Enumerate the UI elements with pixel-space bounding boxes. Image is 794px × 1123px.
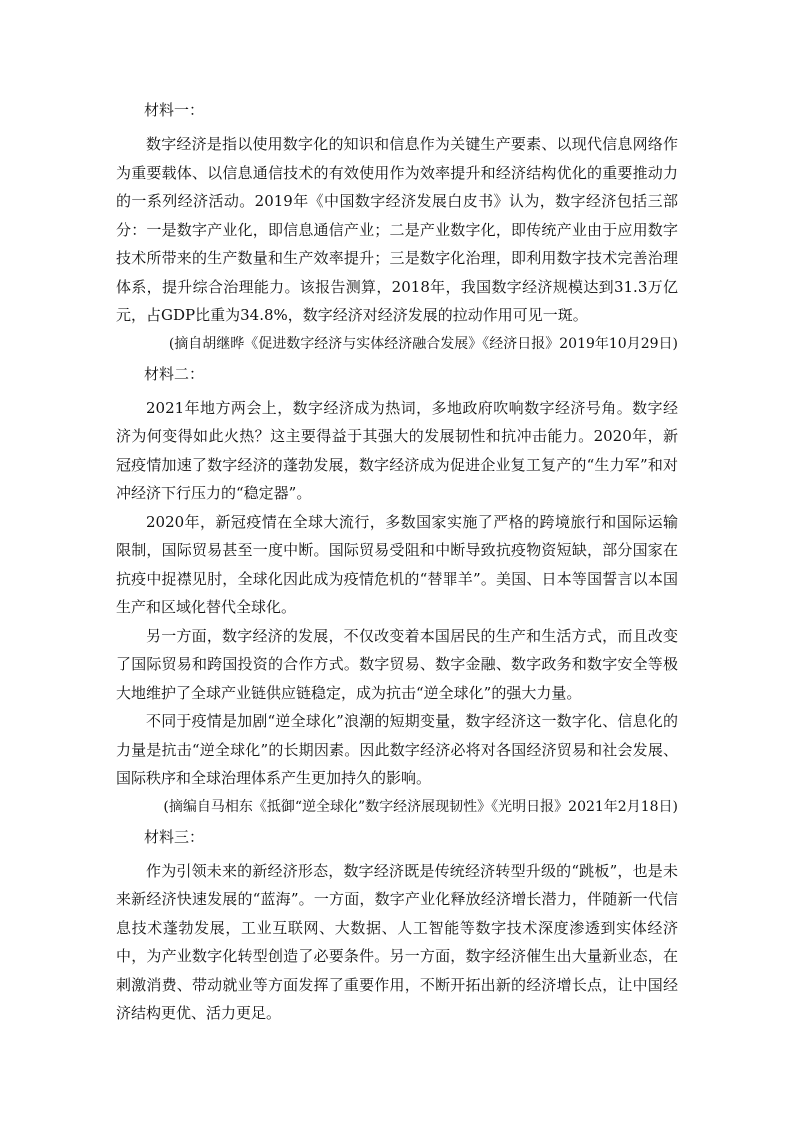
material-two-source: (摘编自马相东《抵御“逆全球化”数字经济展现韧性》《光明日报》2021年2月18日) [163,798,678,815]
material-two [116,360,678,821]
material-three-paragraph-1: 作为引领未来的新经济形态，数字经济既是传统经济转型升级的“跳板”，也是未来新经济快速发展的“蓝海”。一方面，数字产业化释放经济增长潜力，伴随新一代信息技术蓬勃发展，工业互联网、大数据、人工智能等数字技术深度渗透到实体经济中，为产业数字化转型创造了必要条件。另一方面，数字经济催生出大量新业态，在刺激消费、带动就业等方面发挥了重要作用，不断开拓出新的经济增长点，让中国经济结构更优、活力更足。 [116,861,678,1022]
material-two-paragraph-2: 2020年，新冠疫情在全球大流行，多数国家实施了严格的跨境旅行和国际运输限制，国际贸易甚至一度中断。国际贸易受阻和中断导致抗疫物资短缺，部分国家在抗疫中捉襟见肘，全球化因此成为疫情危机的“替罪羊”。美国、日本等国誓言以本国生产和区域化替代全球化。 [116,512,678,616]
material-two-paragraph-1: 2021年地方两会上，数字经济成为热词，多地政府吹响数字经济号角。数字经济为何变得如此火热？这主要得益于其强大的发展韧性和抗冲击能力。2020年，新冠疫情加速了数字经济的蓬勃发展，数字经济成为促进企业复工复产的“生力军”和对冲经济下行压力的“稳定器”。 [116,398,678,502]
material-one [116,96,678,358]
material-two-paragraph-3: 另一方面，数字经济的发展，不仅改变着本国居民的生产和生活方式，而且改变了国际贸易和跨国投资的合作方式。数字贸易、数字金融、数字政务和数字安全等极大地维护了全球产业链供应链稳定，成为抗击“逆全球化”的强大力量。 [116,626,678,702]
material-two-paragraph-4: 不同于疫情是加剧“逆全球化”浪潮的短期变量，数字经济这一数字化、信息化的力量是抗击“逆全球化”的长期因素。因此数字经济必将对各国经济贸易和社会发展、国际秩序和全球治理体系产生更加持久的影响。 [116,712,678,787]
material-one-paragraph-1: 数字经济是指以使用数字化的知识和信息作为关键生产要素、以现代信息网络作为重要载体、以信息通信技术的有效使用作为效率提升和经济结构优化的重要推动力的一系列经济活动。2019年《中国数字经济发展白皮书》认为，数字经济包括三部分：一是数字产业化，即信息通信产业；二是产业数字化，即传统产业由于应用数字技术所带来的生产数量和生产效率提升；三是数字化治理，即利用数字技术完善治理体系，提升综合治理能力。该报告测算，2018年，我国数字经济规模达到31.3万亿元，占GDP比重为34.8%，数字经济对经济发展的拉动作用可见一斑。 [116,135,678,324]
material-one-source: (摘自胡继晔《促进数字经济与实体经济融合发展》《经济日报》2019年10月29日) [168,335,678,352]
material-three [116,823,678,1028]
material-three-heading: 材料三： [144,827,205,846]
material-two-heading: 材料二： [144,364,205,383]
material-one-heading: 材料一： [144,101,205,119]
